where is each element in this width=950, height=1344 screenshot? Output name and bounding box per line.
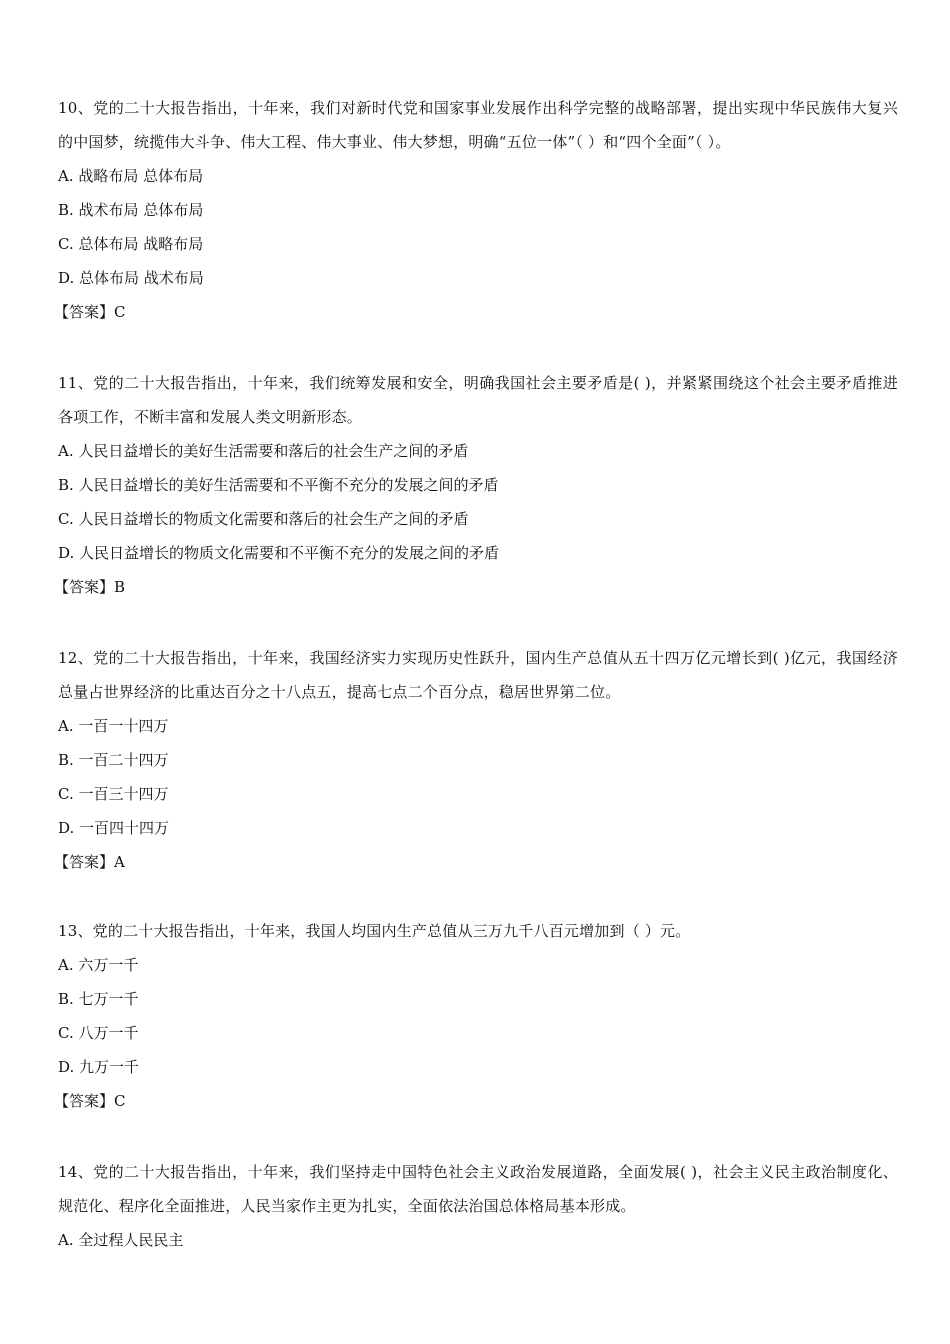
option-b: B. 一百二十四万 <box>58 751 169 769</box>
option-a: A. 全过程人民民主 <box>58 1231 184 1249</box>
option-b: B. 七万一千 <box>58 990 139 1008</box>
question-stem: 14、党的二十大报告指出，十年来，我们坚持走中国特色社会主义政治发展道路，全面发展( )，社会主义民主政治制度化、规范化、程序化全面推进，人民当家作主更为扎实，全面依法治国总体格局基本形成。 <box>58 1163 898 1215</box>
question-10 <box>54 91 898 329</box>
option-a: A. 一百一十四万 <box>58 717 169 735</box>
question-13 <box>54 914 898 1118</box>
question-stem: 10、党的二十大报告指出，十年来，我们对新时代党和国家事业发展作出科学完整的战略部署，提出实现中华民族伟大复兴的中国梦，统揽伟大斗争、伟大工程、伟大事业、伟大梦想，明确“五位一体”（ ）和“四个全面”（ ）。 <box>58 99 898 151</box>
question-11 <box>54 366 898 604</box>
option-b: B. 战术布局 总体布局 <box>58 201 204 219</box>
answer-label: 【答案】A <box>54 853 125 871</box>
option-d: D. 人民日益增长的物质文化需要和不平衡不充分的发展之间的矛盾 <box>58 544 500 562</box>
option-c: C. 八万一千 <box>58 1024 139 1042</box>
option-d: D. 一百四十四万 <box>58 819 170 837</box>
option-a: A. 战略布局 总体布局 <box>58 167 204 185</box>
option-c: C. 总体布局 战略布局 <box>58 235 204 253</box>
question-stem: 11、党的二十大报告指出，十年来，我们统筹发展和安全，明确我国社会主要矛盾是( )，并紧紧围绕这个社会主要矛盾推进各项工作，不断丰富和发展人类文明新形态。 <box>58 374 898 426</box>
option-a: A. 六万一千 <box>58 956 139 974</box>
option-c: C. 一百三十四万 <box>58 785 169 803</box>
option-d: D. 九万一千 <box>58 1058 140 1076</box>
option-b: B. 人民日益增长的美好生活需要和不平衡不充分的发展之间的矛盾 <box>58 476 499 494</box>
question-stem: 13、党的二十大报告指出，十年来，我国人均国内生产总值从三万九千八百元增加到（ ）元。 <box>58 922 691 940</box>
answer-label: 【答案】C <box>54 303 126 321</box>
answer-label: 【答案】C <box>54 1092 126 1110</box>
option-a: A. 人民日益增长的美好生活需要和落后的社会生产之间的矛盾 <box>58 442 469 460</box>
question-14 <box>58 1155 898 1257</box>
answer-label: 【答案】B <box>54 578 126 596</box>
question-12 <box>54 641 898 879</box>
option-c: C. 人民日益增长的物质文化需要和落后的社会生产之间的矛盾 <box>58 510 469 528</box>
option-d: D. 总体布局 战术布局 <box>58 269 204 287</box>
question-stem: 12、党的二十大报告指出，十年来，我国经济实力实现历史性跃升，国内生产总值从五十四万亿元增长到( )亿元，我国经济总量占世界经济的比重达百分之十八点五，提高七点二个百分点，稳居世界第二位。 <box>58 649 898 701</box>
